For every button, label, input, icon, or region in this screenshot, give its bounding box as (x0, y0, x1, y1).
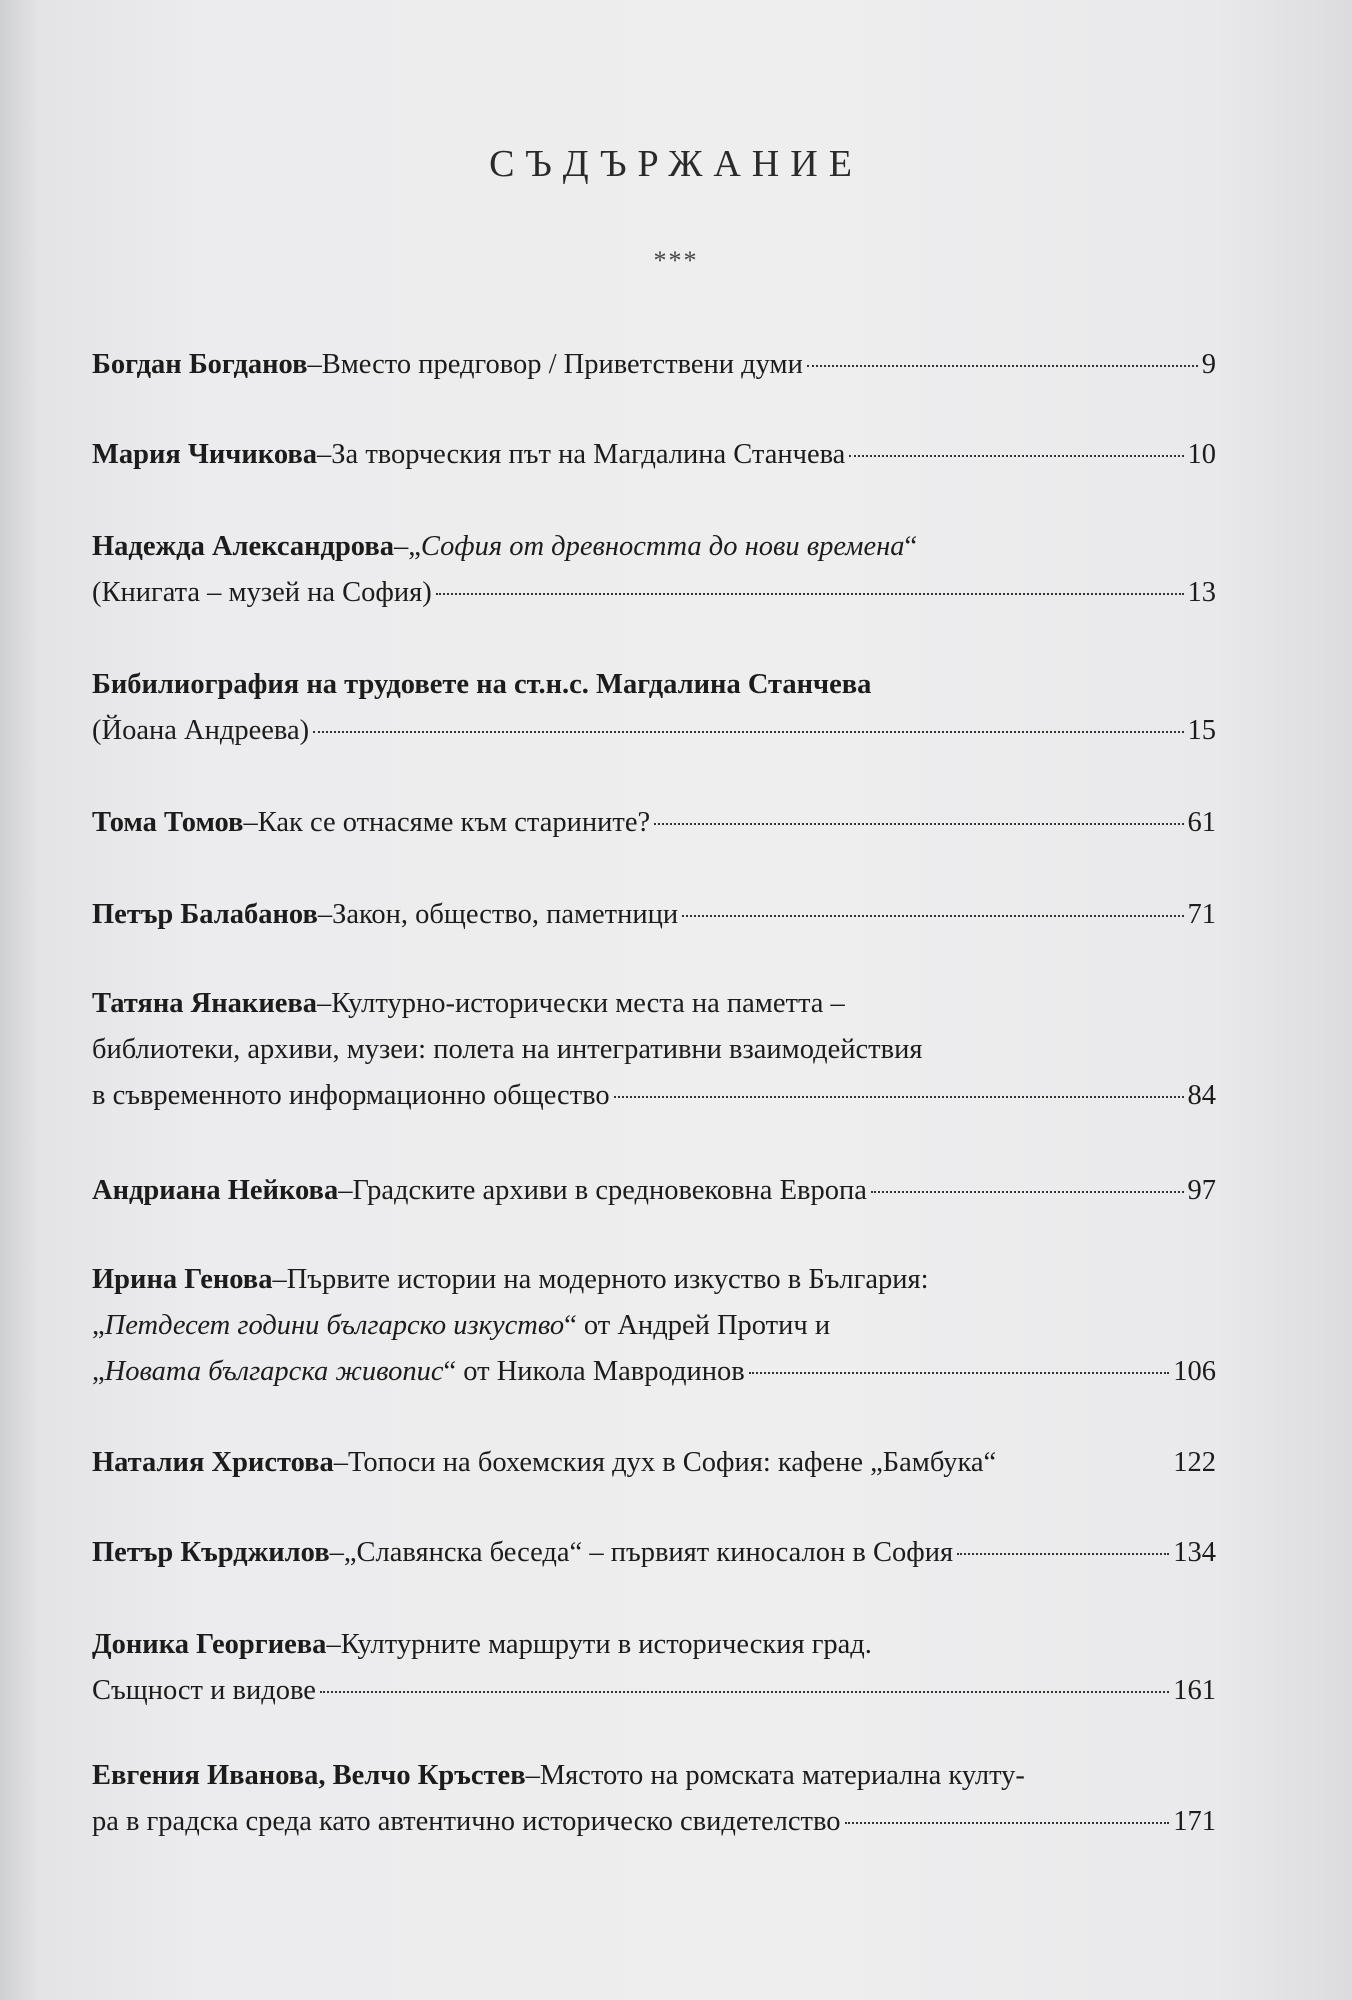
toc-entry[interactable] (92, 1753, 1216, 1845)
entry-page: 171 (1173, 1806, 1216, 1837)
toc-entry[interactable] (92, 981, 1216, 1119)
entry-author: Татяна Янакиева (92, 988, 318, 1019)
entry-author: Ирина Генова (92, 1264, 273, 1295)
toc-entry[interactable] (92, 662, 1216, 754)
entry-page: 61 (1187, 807, 1216, 838)
entry-author: Наталия Христова (92, 1447, 334, 1478)
entry-dash: – (307, 349, 322, 380)
entry-title-cont: Същност и видове (92, 1675, 316, 1706)
dot-leader (807, 365, 1198, 367)
entry-title: „Славянска беседа“ – първият киносалон в София (343, 1537, 954, 1568)
dot-leader (654, 823, 1183, 825)
entry-title-cont: “ от Андрей Протич и (564, 1310, 831, 1341)
entry-title: Културните маршрути в историческия град. (340, 1629, 872, 1660)
dot-leader (957, 1553, 1169, 1555)
dot-leader (682, 915, 1183, 917)
entry-page: 10 (1187, 439, 1216, 470)
toc-entry[interactable] (92, 524, 1216, 616)
entry-title-cont: “ от Никола Мавродинов (443, 1356, 745, 1387)
close-quote: “ (904, 531, 918, 562)
entry-author: Мария Чичикова (92, 439, 318, 470)
toc-entry[interactable] (92, 342, 1216, 388)
entry-title: София от древността до нови времена (420, 531, 905, 562)
entry-title: Топоси на бохемския дух в София: кафене „Бамбука“ (348, 1447, 997, 1478)
dot-leader (849, 455, 1183, 457)
entry-author: Андриана Нейкова (92, 1175, 339, 1206)
entry-page: 71 (1187, 899, 1216, 930)
entry-title: Бибилиография на трудовете на ст.н.с. Магдалина Станчева (92, 669, 872, 700)
entry-title: Мястото на ромската материална култу- (539, 1760, 1025, 1791)
entry-dash: – (317, 439, 332, 470)
entry-author: Евгения Иванова, Велчо Кръстев (92, 1760, 526, 1791)
entry-page: 161 (1173, 1675, 1216, 1706)
entry-author: Надежда Александрова (92, 531, 394, 562)
entry-author: Петър Кърджилов (92, 1537, 330, 1568)
entry-dash: – (338, 1175, 353, 1206)
entry-page: 97 (1187, 1175, 1216, 1206)
toc-entry[interactable] (92, 1168, 1216, 1214)
entry-page: 134 (1173, 1537, 1216, 1568)
entry-title: Вместо предговор / Приветствени думи (321, 349, 803, 380)
entry-subtitle: (Книгата – музей на София) (92, 577, 432, 608)
dot-leader (614, 1096, 1184, 1098)
toc-entry[interactable] (92, 1622, 1216, 1714)
spacer (1000, 1463, 1169, 1465)
entry-title: За творческия път на Магдалина Станчева (331, 439, 846, 470)
entry-page: 13 (1187, 577, 1216, 608)
entry-subtitle: (Йоана Андреева) (92, 715, 310, 746)
toc-entry[interactable] (92, 800, 1216, 846)
entry-title: Как се отнасяме към старините? (257, 807, 651, 838)
toc-entry[interactable] (92, 892, 1216, 938)
dot-leader (313, 731, 1183, 733)
entry-title: Културно-исторически места на паметта – (331, 988, 845, 1019)
entry-title-cont: в съвременното информационно общество (92, 1080, 610, 1111)
open-quote: „ (92, 1310, 105, 1341)
entry-dash: – (329, 1537, 344, 1568)
entry-page: 122 (1173, 1447, 1216, 1478)
entry-page: 106 (1173, 1356, 1216, 1387)
book-title: Петдесет години българско изкуство (104, 1310, 565, 1341)
entry-author: Тома Томов (92, 807, 244, 838)
entry-author: Богдан Богданов (92, 349, 308, 380)
entry-title: Първите истории на модерното изкуство в България: (286, 1264, 929, 1295)
dot-leader (845, 1822, 1170, 1824)
entry-page: 9 (1201, 349, 1216, 380)
dot-leader (749, 1372, 1170, 1374)
entry-author: Петър Балабанов (92, 899, 318, 930)
dot-leader (320, 1691, 1169, 1693)
entry-title-cont: ра в градска среда като автентично историческо свидетелство (92, 1806, 841, 1837)
dot-leader (436, 593, 1184, 595)
toc-entry[interactable] (92, 432, 1216, 478)
entry-title: Закон, общество, паметници (332, 899, 679, 930)
toc-entry[interactable] (92, 1257, 1216, 1395)
entry-author: Доника Георгиева (92, 1629, 327, 1660)
asterism: *** (653, 246, 699, 275)
book-title: Новата българска живопис (104, 1356, 444, 1387)
entry-dash: – (326, 1629, 341, 1660)
entry-title: Градските архиви в средновековна Европа (352, 1175, 867, 1206)
open-quote: „ (408, 531, 421, 562)
entry-dash: – (333, 1447, 349, 1478)
toc-entry[interactable] (92, 1530, 1216, 1576)
entry-title-cont: библиотеки, архиви, музеи: полета на интегративни взаимодействия (92, 1034, 923, 1065)
dot-leader (871, 1191, 1184, 1193)
entry-dash: – (272, 1264, 287, 1295)
entry-dash: – (243, 807, 258, 838)
entry-page: 15 (1187, 715, 1216, 746)
entry-dash: – (394, 531, 409, 562)
entry-dash: – (317, 899, 333, 930)
entry-page: 84 (1187, 1080, 1216, 1111)
entry-dash: – (525, 1760, 540, 1791)
page-title: СЪДЪРЖАНИЕ (489, 143, 863, 185)
entry-dash: – (317, 988, 332, 1019)
toc-entry[interactable] (92, 1440, 1216, 1486)
open-quote: „ (92, 1356, 105, 1387)
